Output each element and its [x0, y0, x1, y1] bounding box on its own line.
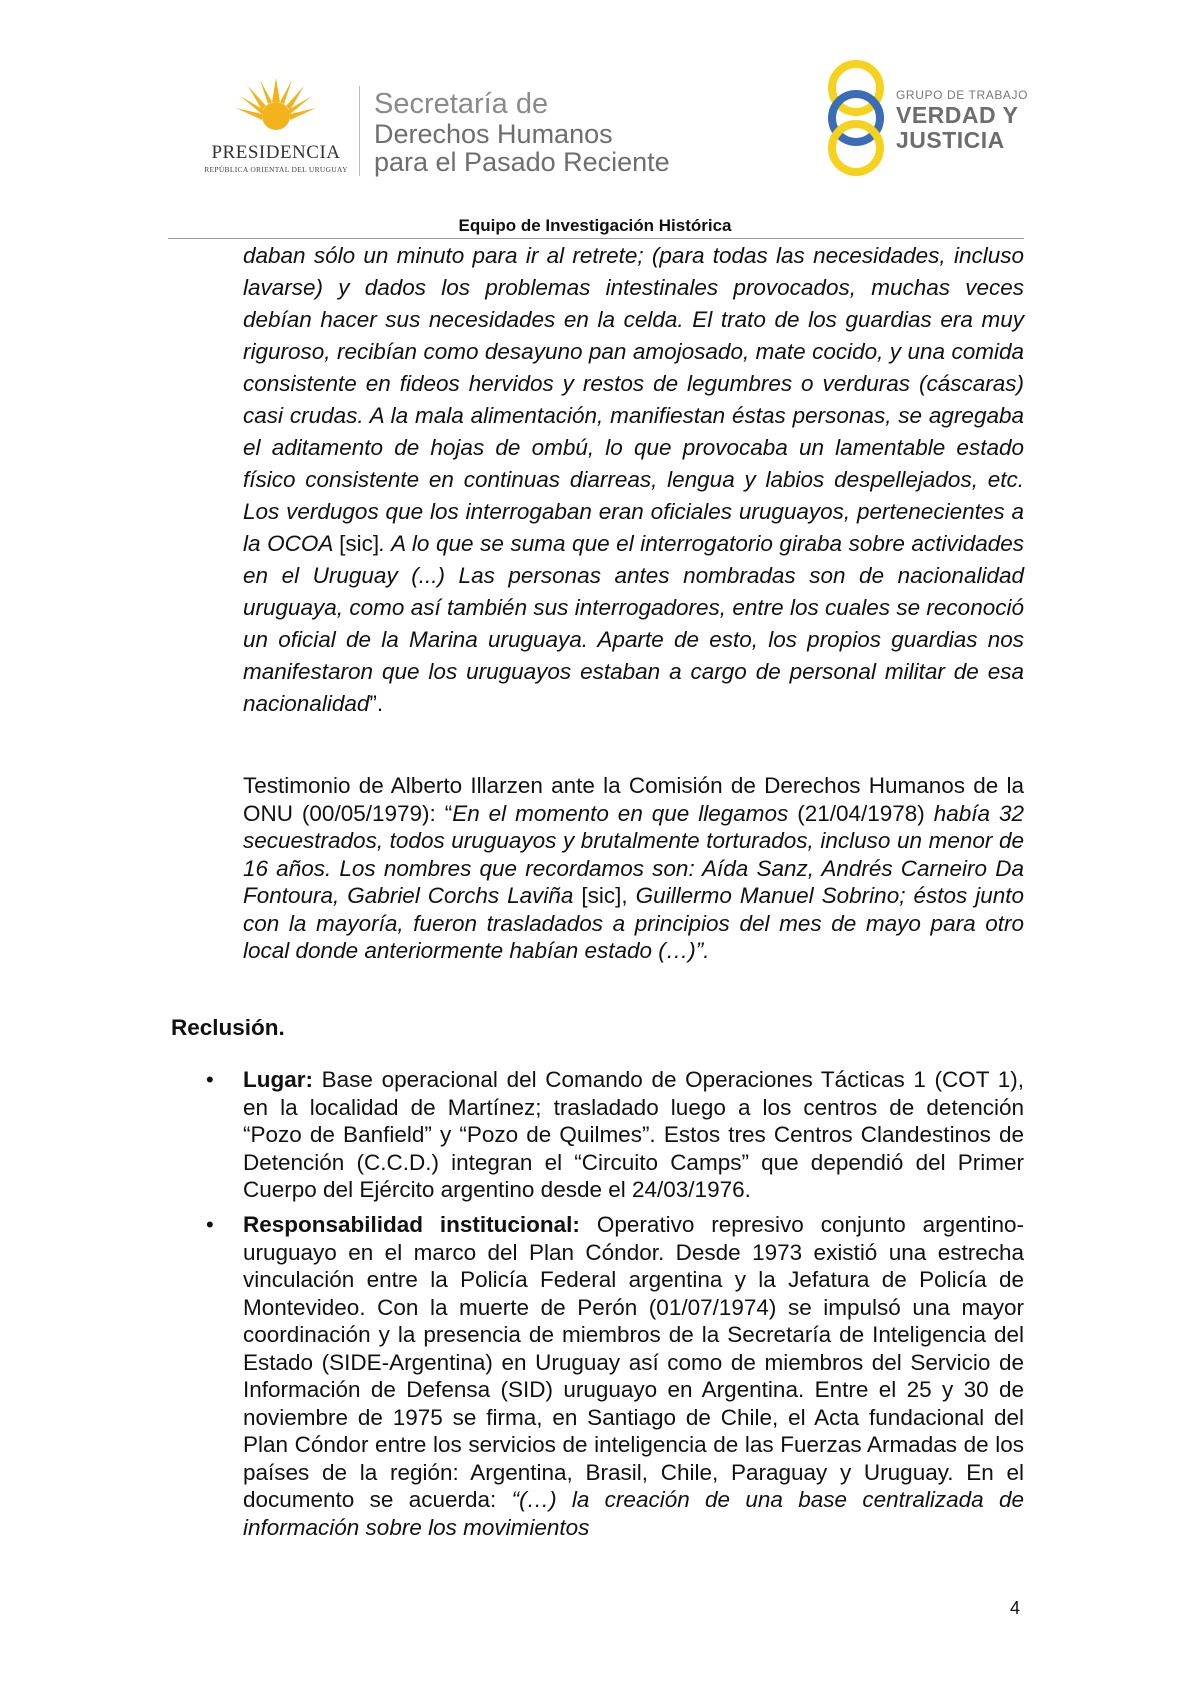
header-rule: [168, 238, 1024, 239]
page-header: [0, 0, 1190, 240]
bullet-lugar: [243, 1066, 1024, 1204]
secretaria-line1: Secretaría de: [374, 88, 549, 120]
verdad-label: VERDAD Y: [896, 102, 1019, 128]
bullet-italic-text: “(…) la creación de una base centralizada de información sobre los movimientos: [243, 1487, 1024, 1540]
bullet-marker: •: [206, 1212, 214, 1237]
secretaria-line3: para el Pasado Reciente: [374, 147, 670, 177]
presidencia-name: PRESIDENCIA: [211, 142, 341, 163]
bullet-text: Operativo represivo conjunto argentino-uruguayo en el marco del Plan Cóndor. Desde 1973 existió una estrecha vinculación entre la Policía Federal argentina y la Jefatura de Policía de Montevideo. Con la muerte de Perón (01/07/1974) se impulsó una mayor coordinación y la presencia de miembros de la Secretaría de Inteligencia del Estado (SIDE-Argentina) en Uruguay así como de miembros del Servicio de Información de Defensa (SID) uruguayo en Argentina. Entre el 25 y 30 de noviembre de 1975 se firma, en Santiago de Chile, el Acta fundacional del Plan Cóndor entre los servicios de inteligencia de las Fuerzas Armadas de los países de la región: Argentina, Brasil, Chile, Paraguay y Uruguay. En el documento se acuerda:: [243, 1212, 1024, 1512]
testimony-italic-2: había 32 secuestrados, todos uruguayos y brutalmente torturados, incluso un menor de 16 años. Los nombres que recordamos son: Aída Sanz, Andrés Carneiro Da Fontoura, Gabriel Corchs Laviña: [243, 800, 1024, 908]
presidencia-subtitle: REPÚBLICA ORIENTAL DEL URUGUAY: [204, 165, 348, 174]
testimony-intro: Testimonio de Alberto Illarzen ante la Comisión de Derechos Humanos de la ONU (00/05/1979): “: [243, 773, 1024, 826]
secretaria-line2: Derechos Humanos: [374, 119, 613, 149]
testimony-italic-1: En el momento en que llegamos: [452, 800, 789, 826]
testimony-sic: [sic],: [573, 883, 636, 908]
bullet-responsabilidad: [243, 1211, 1024, 1541]
secretaria-logo-text: [374, 88, 670, 176]
bullet-label: Lugar:: [243, 1067, 313, 1092]
testimony-date: (21/04/1978): [788, 800, 934, 826]
bullet-label: Responsabilidad institucional:: [243, 1212, 580, 1237]
interlocking-rings-icon: [820, 58, 892, 178]
page-number: 4: [1010, 1598, 1021, 1618]
bullet-text: Base operacional del Comando de Operaciones Tácticas 1 (COT 1), en la localidad de Martínez; trasladado luego a los centros de detención “Pozo de Banfield” y “Pozo de Quilmes”. Estos tres Centros Clandestinos de Detención (C.C.D.) integran el “Circuito Camps” que dependió del Primer Cuerpo del Ejército argentino desde el 24/03/1976.: [243, 1067, 1024, 1202]
quote-sic: [sic]: [339, 531, 380, 556]
grupo-trabajo-label: GRUPO DE TRABAJO: [896, 88, 1029, 102]
team-title: Equipo de Investigación Histórica: [458, 216, 732, 235]
quote-part-2: . A lo que se suma que el interrogatorio giraba sobre actividades en el Uruguay (...) Las personas antes nombradas son de nacionalidad uruguaya, como así también sus interrogadores, entre los cuales se reconoció un oficial de la Marina uruguaya. Aparte de esto, los propios guardias nos manifestaron que los uruguayos estaban a cargo de personal militar de esa nacionalidad: [243, 531, 1024, 716]
justicia-label: JUSTICIA: [896, 127, 1005, 153]
section-title-reclusion: Reclusión.: [171, 1015, 285, 1040]
quoted-testimony-paragraph: [243, 240, 1024, 720]
header-divider: [359, 86, 360, 176]
illarzen-testimony-paragraph: [243, 772, 1024, 965]
testimony-italic-3: Guillermo Manuel Sobrino; éstos junto con la mayoría, fueron trasladados a principios del mes de mayo para otro local donde anteriormente habían estado (…)”.: [243, 883, 1024, 963]
bullet-marker: •: [206, 1067, 214, 1092]
presidencia-logo: [196, 78, 356, 178]
quote-part-1: daban sólo un minuto para ir al retrete; (para todas las necesidades, incluso lavarse) y dados los problemas intestinales provocados, muchas veces debían hacer sus necesidades en la celda. El trato de los guardias era muy riguroso, recibían como desayuno pan amojosado, mate cocido, y una comida consistente en fideos hervidos y restos de legumbres o verduras (cáscaras) casi crudas. A la mala alimentación, manifiestan éstas personas, se agregaba el aditamento de hojas de ombú, lo que provocaba un lamentable estado físico consistente en continuas diarreas, lengua y labios despellejados, etc. Los verdugos que los interrogaban eran oficiales uruguayos, pertenecientes a la OCOA: [243, 243, 1024, 556]
verdad-justicia-title: [896, 103, 1018, 153]
verdad-justicia-logo: [820, 58, 1030, 178]
quote-close: ”.: [369, 691, 384, 716]
sun-emblem-icon: [236, 78, 316, 142]
